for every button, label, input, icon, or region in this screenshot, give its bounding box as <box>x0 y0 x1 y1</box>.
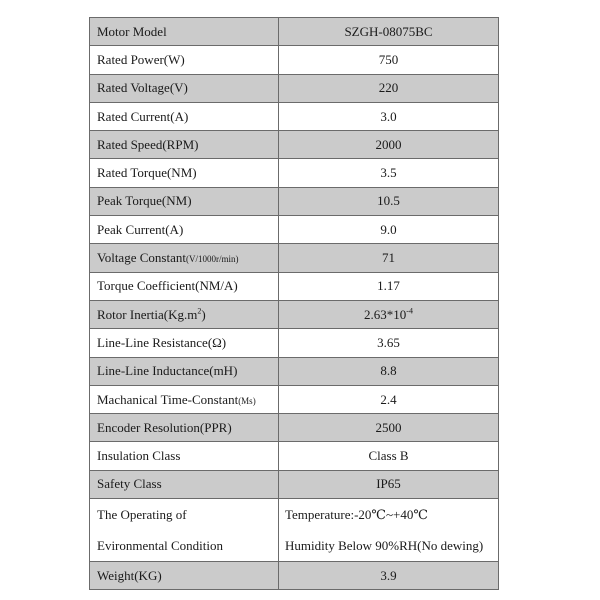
table-row <box>90 470 499 498</box>
spec-value: 3.0 <box>279 102 499 130</box>
table-row <box>90 159 499 187</box>
spec-label-end: ) <box>201 306 206 322</box>
spec-value: 10.5 <box>279 187 499 215</box>
spec-label: Peak Current(A) <box>90 216 279 244</box>
spec-label <box>90 499 279 562</box>
table-row <box>90 18 499 46</box>
table-row <box>90 46 499 74</box>
spec-label: Safety Class <box>90 470 279 498</box>
table-row <box>90 442 499 470</box>
table-row <box>90 216 499 244</box>
spec-value-line: Temperature:-20℃~+40℃ <box>285 507 428 523</box>
spec-label: Motor Model <box>90 18 279 46</box>
spec-value: 750 <box>279 46 499 74</box>
spec-label: Rated Current(A) <box>90 102 279 130</box>
spec-value: 2500 <box>279 414 499 442</box>
table-row <box>90 562 499 590</box>
spec-label-superscript: 2 <box>197 306 202 316</box>
table-row <box>90 131 499 159</box>
spec-value-line: Humidity Below 90%RH(No dewing) <box>285 538 484 554</box>
spec-label-line: Evironmental Condition <box>97 538 224 554</box>
spec-value: 3.9 <box>279 562 499 590</box>
spec-label: Rated Voltage(V) <box>90 74 279 102</box>
spec-label <box>90 385 279 413</box>
spec-label-main: Machanical Time-Constant <box>97 391 239 407</box>
spec-value: 8.8 <box>279 357 499 385</box>
spec-label: Line-Line Inductance(mH) <box>90 357 279 385</box>
spec-value: 2.4 <box>279 385 499 413</box>
table-row <box>90 272 499 300</box>
spec-label: Torque Coefficient(NM/A) <box>90 272 279 300</box>
spec-value: SZGH-08075BC <box>279 18 499 46</box>
spec-value-main: 2.63*10 <box>364 306 407 322</box>
table-row <box>90 74 499 102</box>
spec-label: Weight(KG) <box>90 562 279 590</box>
spec-label: Insulation Class <box>90 442 279 470</box>
spec-label: Rated Torque(NM) <box>90 159 279 187</box>
spec-value <box>279 300 499 328</box>
spec-label: Encoder Resolution(PPR) <box>90 414 279 442</box>
spec-value <box>279 499 499 562</box>
spec-label <box>90 244 279 272</box>
spec-value: 2000 <box>279 131 499 159</box>
spec-value-superscript: -4 <box>406 306 413 316</box>
spec-label: Rated Power(W) <box>90 46 279 74</box>
spec-value: Class B <box>279 442 499 470</box>
spec-label <box>90 300 279 328</box>
spec-value: 3.5 <box>279 159 499 187</box>
motor-spec-table <box>89 17 499 590</box>
spec-value: 9.0 <box>279 216 499 244</box>
table-row <box>90 244 499 272</box>
table-row <box>90 385 499 413</box>
table-row <box>90 102 499 130</box>
spec-value: IP65 <box>279 470 499 498</box>
table-row <box>90 414 499 442</box>
spec-value: 3.65 <box>279 329 499 357</box>
spec-label: Rated Speed(RPM) <box>90 131 279 159</box>
spec-label: Peak Torque(NM) <box>90 187 279 215</box>
table-row <box>90 499 499 562</box>
table-row <box>90 187 499 215</box>
spec-value: 220 <box>279 74 499 102</box>
spec-label-main: Rotor Inertia(Kg.m <box>97 306 198 322</box>
spec-value: 1.17 <box>279 272 499 300</box>
spec-label-unit: (V/1000r/min) <box>185 254 239 265</box>
spec-label-line: The Operating of <box>97 507 187 523</box>
table-row <box>90 329 499 357</box>
spec-value: 71 <box>279 244 499 272</box>
spec-label-unit: (Ms) <box>238 395 256 406</box>
table-row <box>90 357 499 385</box>
spec-label: Line-Line Resistance(Ω) <box>90 329 279 357</box>
spec-label-main: Voltage Constant <box>97 250 186 266</box>
table-row <box>90 300 499 328</box>
